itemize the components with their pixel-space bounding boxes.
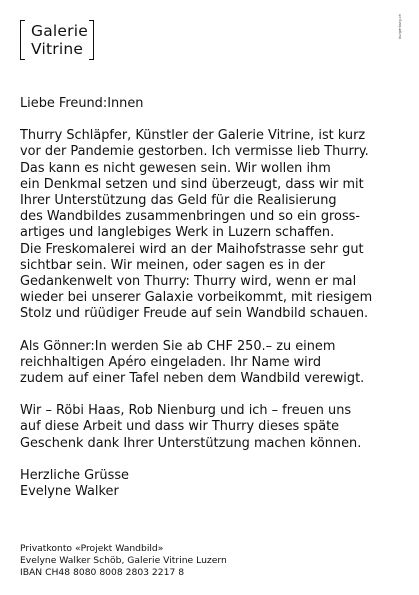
text-line: Wir – Röbi Haas, Rob Nienburg und ich – freuen uns (20, 403, 352, 419)
text-line: Die Freskomalerei wird an der Maihofstrasse sehr gut (20, 241, 364, 257)
account-name: Privatkonto «Projekt Wandbild» (20, 543, 164, 554)
text-line: wieder bei unserer Galaxie vorbeikommt, mit riesigem (20, 290, 373, 306)
logo-text (31, 22, 88, 58)
text-line: zudem auf einer Tafel neben dem Wandbild verewigt. (20, 371, 365, 387)
logo-line-2: Vitrine (31, 40, 84, 58)
closing (20, 468, 412, 500)
paragraph-3 (20, 403, 412, 452)
letter-body (20, 96, 412, 512)
side-note: burgerburg.ch (398, 14, 402, 39)
text-line: Thurry Schläpfer, Künstler der Galerie Vitrine, ist kurz (20, 128, 366, 144)
text-line: Als Gönner:In werden Sie ab CHF 250.– zu einem (20, 338, 336, 354)
text-line: Geschenk dank Ihrer Unterstützung machen können. (20, 435, 362, 451)
galerie-vitrine-logo (20, 20, 94, 60)
iban: IBAN CH48 8080 8008 2803 2217 8 (20, 566, 185, 578)
logo-right-bracket (89, 20, 94, 60)
text-line: sichtbar sein. Wir meinen, oder sagen es in der (20, 257, 326, 273)
logo-left-bracket (20, 20, 25, 60)
logo-line-1: Galerie (31, 22, 88, 40)
text-line: reichhaltigen Apéro eingeladen. Ihr Name wird (20, 354, 322, 370)
text-line: auf diese Arbeit und dass wir Thurry dieses späte (20, 419, 340, 435)
account-holder: Evelyne Walker Schöb, Galerie Vitrine Luzern (20, 554, 227, 566)
paragraph-2 (20, 339, 412, 388)
greeting: Liebe Freund:Innen (20, 96, 144, 111)
text-line: Gedankenwelt von Thurry: Thurry wird, wenn er mal (20, 274, 357, 290)
text-line: Stolz und rüüdiger Freude auf sein Wandbild schauen. (20, 306, 369, 322)
text-line: des Wandbildes zusammenbringen und so ein gross- (20, 209, 361, 225)
paragraph-1 (20, 128, 412, 322)
signature-name: Evelyne Walker (20, 484, 119, 500)
text-line: ein Denkmal setzen und sind überzeugt, dass wir mit (20, 176, 364, 192)
text-line: vor der Pandemie gestorben. Ich vermisse lieb Thurry. (20, 144, 369, 160)
bank-details (20, 543, 227, 578)
closing-salutation: Herzliche Grüsse (20, 467, 129, 483)
text-line: Ihrer Unterstützung das Geld für die Realisierung (20, 193, 337, 209)
text-line: Das kann es nicht gewesen sein. Wir wollen ihm (20, 160, 331, 176)
text-line: artiges und langlebiges Werk in Luzern schaffen. (20, 225, 335, 241)
